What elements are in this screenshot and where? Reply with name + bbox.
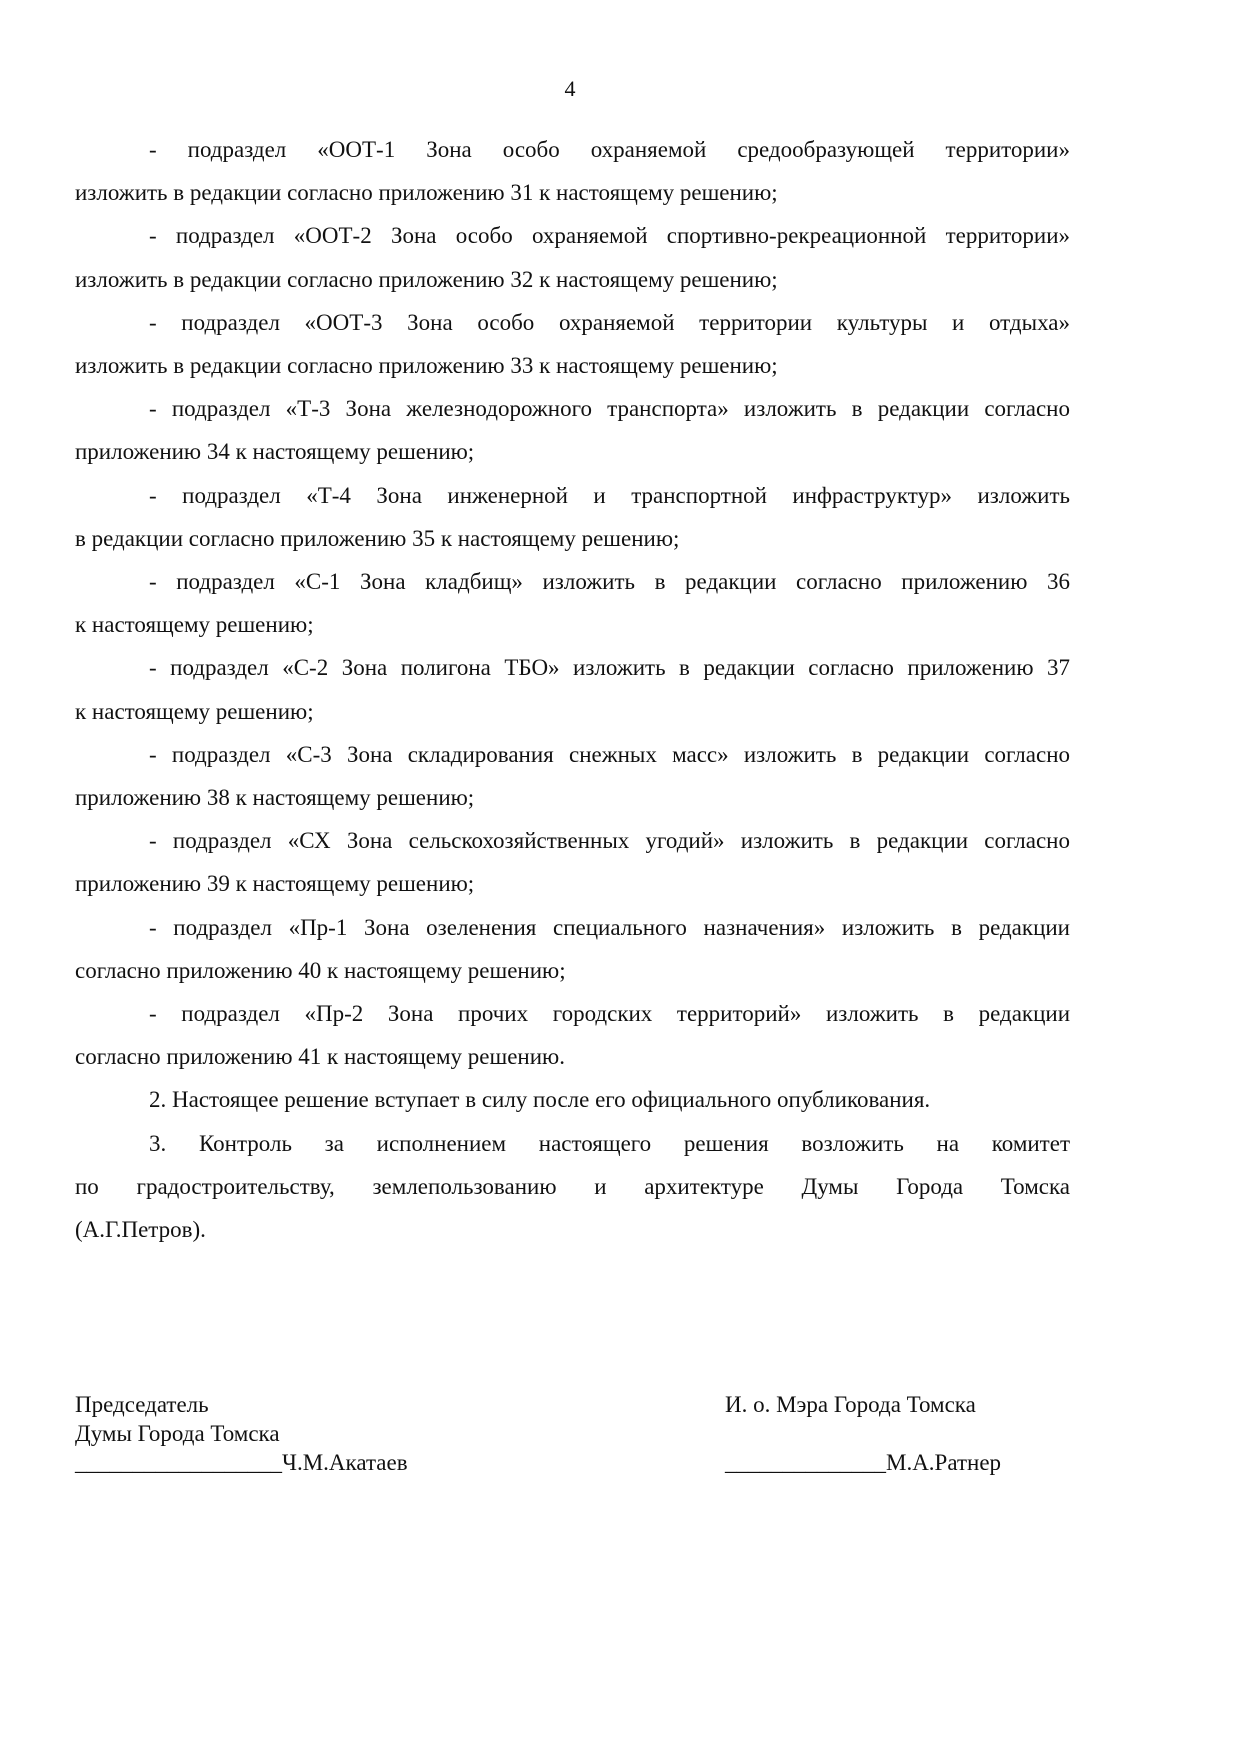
paragraph-line: приложению 39 к настоящему решению; [75,871,475,897]
paragraph-line: к настоящему решению; [75,612,314,638]
paragraph-oot-3 [75,301,1070,387]
page-number: 4 [564,76,576,101]
paragraph-line: - подраздел «Пр-1 Зона озеленения специального назначения» изложить в редакции [149,914,1070,940]
paragraph-line: к настоящему решению; [75,698,314,724]
paragraph-line: - подраздел «ООТ-1 Зона особо охраняемой средообразующей территории» [149,137,1070,162]
chairman-organization: Думы Города Томска [75,1421,280,1446]
paragraph-line: - подраздел «ООТ-3 Зона особо охраняемой территории культуры и отдыха» [149,309,1070,335]
paragraph-line: - подраздел «С-3 Зона складирования снежных масс» изложить в редакции согласно [149,741,1070,767]
paragraph-oot-1 [75,128,1070,214]
paragraph-line: по градостроительству, землепользованию и архитектуре Думы Города Томска [75,1173,1070,1199]
paragraph-line: изложить в редакции согласно приложению 33 к настоящему решению; [75,353,778,379]
paragraph-line: изложить в редакции согласно приложению 31 к настоящему решению; [75,180,778,206]
paragraph-t-4 [75,474,1070,560]
paragraph-effective-date [75,1078,1070,1121]
paragraph-line: - подраздел «С-1 Зона кладбищ» изложить в редакции согласно приложению 36 [149,569,1070,595]
paragraph-t-3 [75,387,1070,473]
paragraph-oot-2 [75,214,1070,300]
paragraph-line: 2. Настоящее решение вступает в силу после его официального опубликования. [149,1087,931,1113]
paragraph-pr-1 [75,906,1070,992]
paragraph-line: приложению 34 к настоящему решению; [75,439,475,465]
chairman-signature-line: __________________Ч.М.Акатаев [75,1450,408,1475]
mayor-spacer [725,1419,1105,1448]
paragraph-line: - подраздел «Т-3 Зона железнодорожного транспорта» изложить в редакции согласно [149,396,1070,422]
decision-text [75,128,1070,1251]
paragraph-line: - подраздел «СХ Зона сельскохозяйственных угодий» изложить в редакции согласно [149,828,1070,854]
paragraph-s-3 [75,733,1070,819]
mayor-signature [725,1390,1105,1477]
chairman-signature [75,1390,495,1477]
paragraph-line: согласно приложению 41 к настоящему решению. [75,1044,565,1070]
paragraph-line: согласно приложению 40 к настоящему решению; [75,957,566,983]
mayor-signature-line: ______________М.А.Ратнер [725,1450,1002,1475]
paragraph-line: изложить в редакции согласно приложению 32 к настоящему решению; [75,266,778,292]
paragraph-line: - подраздел «Пр-2 Зона прочих городских территорий» изложить в редакции [149,1001,1070,1027]
paragraph-line: в редакции согласно приложению 35 к настоящему решению; [75,525,680,551]
paragraph-line: (А.Г.Петров). [75,1217,206,1243]
paragraph-line: - подраздел «Т-4 Зона инженерной и транспортной инфраструктур» изложить [149,482,1070,508]
paragraph-line: 3. Контроль за исполнением настоящего решения возложить на комитет [149,1130,1070,1156]
paragraph-line: приложению 38 к настоящему решению; [75,785,475,811]
mayor-title: И. о. Мэра Города Томска [725,1392,976,1417]
paragraph-s-1 [75,560,1070,646]
paragraph-sx [75,819,1070,905]
paragraph-control [75,1122,1070,1252]
paragraph-pr-2 [75,992,1070,1078]
paragraph-line: - подраздел «С-2 Зона полигона ТБО» изложить в редакции согласно приложению 37 [149,655,1070,681]
chairman-title: Председатель [75,1392,209,1417]
paragraph-line: - подраздел «ООТ-2 Зона особо охраняемой спортивно-рекреационной территории» [149,223,1070,249]
paragraph-s-2 [75,646,1070,732]
